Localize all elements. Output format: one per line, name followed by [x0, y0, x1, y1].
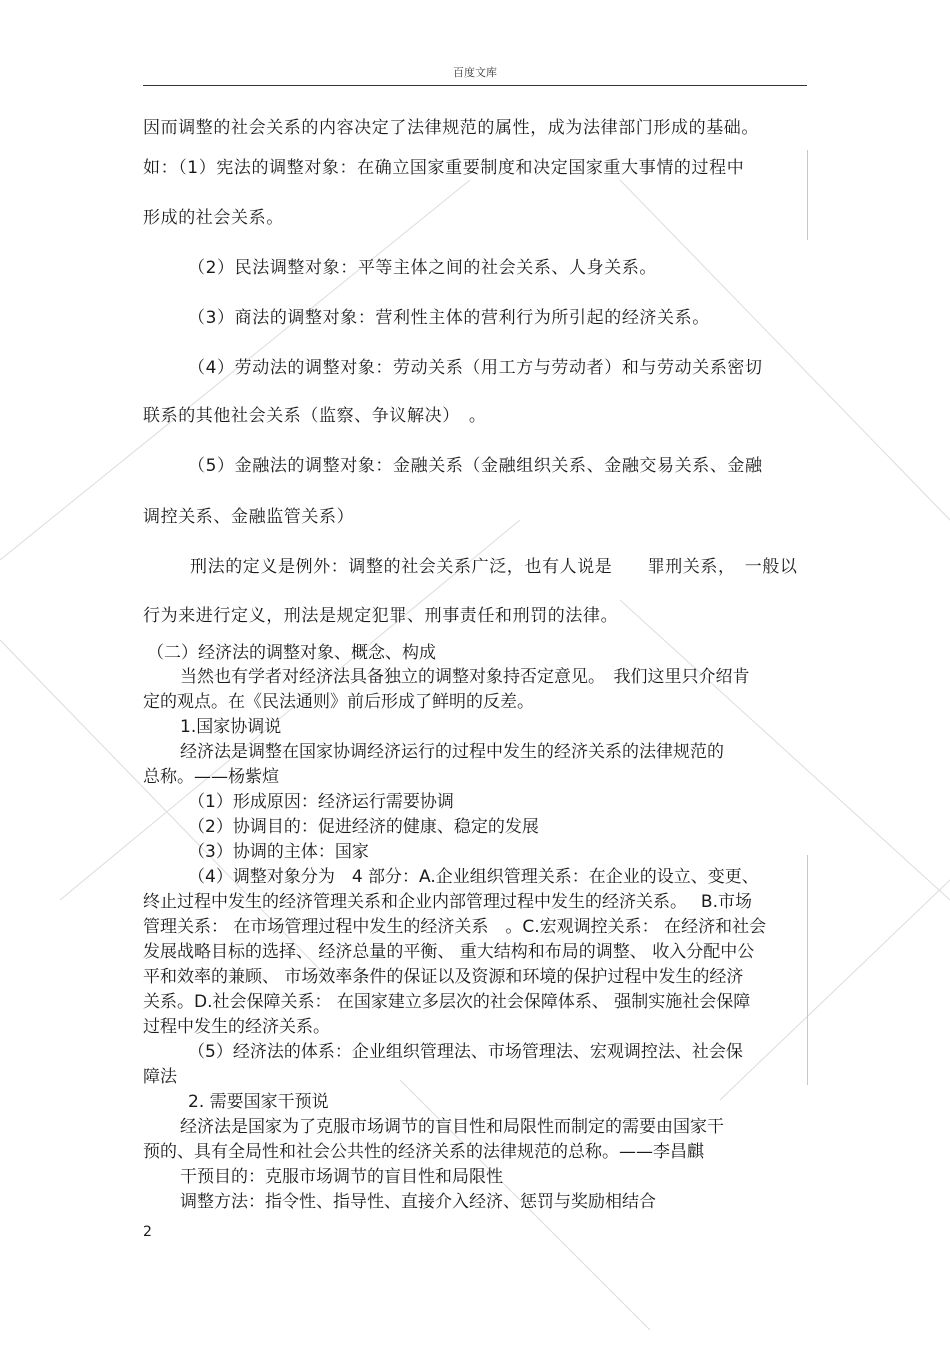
text-line: 定的观点。在《民法通则》前后形成了鲜明的反差。 — [143, 692, 534, 712]
text-line: 总称。——杨紫煊 — [143, 767, 279, 787]
text-line: （4）劳动法的调整对象：劳动关系（用工方与劳动者）和与劳动关系密切 — [188, 358, 763, 378]
text-line: 发展战略目标的选择、 经济总量的平衡、 重大结构和布局的调整、 收入分配中公 — [143, 942, 755, 962]
list-item: （2）协调目的：促进经济的健康、稳定的发展 — [188, 817, 539, 837]
list-item: （4）调整对象分为 4 部分：A.企业组织管理关系：在企业的设立、变更、 — [188, 867, 759, 887]
subsection-heading: 1.国家协调说 — [180, 717, 282, 737]
header-title: 百度文库 — [453, 66, 497, 79]
text-line: 行为来进行定义，刑法是规定犯罪、刑事责任和刑罚的法律。 — [143, 606, 619, 626]
text-line: （2）民法调整对象：平等主体之间的社会关系、人身关系。 — [188, 258, 658, 278]
text-line: 形成的社会关系。 — [143, 208, 284, 228]
text-line: 管理关系： 在市场管理过程中发生的经济关系 。C.宏观调控关系： 在经济和社会 — [143, 917, 767, 937]
text-line: 调整方法：指令性、指导性、直接介入经济、惩罚与奖励相结合 — [180, 1192, 656, 1212]
text-line: 调控关系、金融监管关系） — [143, 507, 355, 527]
text-line: 如：（1）宪法的调整对象：在确立国家重要制度和决定国家重大事情的过程中 — [143, 158, 745, 178]
text-line: 平和效率的兼顾、 市场效率条件的保证以及资源和环境的保护过程中发生的经济 — [143, 967, 744, 987]
text-line: 关系。D.社会保障关系： 在国家建立多层次的社会保障体系、 强制实施社会保障 — [143, 992, 751, 1012]
text-line: 过程中发生的经济关系。 — [143, 1017, 330, 1037]
page-number: 2 — [143, 1224, 152, 1240]
text-line: 当然也有学者对经济法具备独立的调整对象持否定意见。 我们这里只介绍肯 — [180, 667, 750, 687]
scan-margin-bar — [807, 855, 808, 1085]
list-item: （3）协调的主体：国家 — [188, 842, 369, 862]
subsection-heading: 2. 需要国家干预说 — [188, 1092, 329, 1112]
text-line: 联系的其他社会关系（监察、争议解决） 。 — [143, 406, 487, 426]
list-item: （1）形成原因：经济运行需要协调 — [188, 792, 454, 812]
page-header — [143, 64, 807, 86]
text-line: 经济法是国家为了克服市场调节的盲目性和局限性而制定的需要由国家干 — [180, 1117, 724, 1137]
list-item: （5）经济法的体系：企业组织管理法、市场管理法、宏观调控法、社会保 — [188, 1042, 743, 1062]
text-line: 障法 — [143, 1067, 177, 1087]
section-heading: （二）经济法的调整对象、概念、构成 — [147, 643, 436, 663]
text-line: （5）金融法的调整对象：金融关系（金融组织关系、金融交易关系、金融 — [188, 456, 763, 476]
text-line: 终止过程中发生的经济管理关系和企业内部管理过程中发生的经济关系。 B.市场 — [143, 892, 752, 912]
text-line: （3）商法的调整对象：营利性主体的营利行为所引起的经济关系。 — [188, 308, 710, 328]
text-line: 预的、具有全局性和社会公共性的经济关系的法律规范的总称。——李昌麒 — [143, 1142, 704, 1162]
scan-margin-bar — [807, 150, 808, 240]
text-line: 经济法是调整在国家协调经济运行的过程中发生的经济关系的法律规范的 — [180, 742, 724, 762]
text-line: 刑法的定义是例外：调整的社会关系广泛，也有人说是 罪刑关系， 一般以 — [190, 557, 798, 577]
text-line: 因而调整的社会关系的内容决定了法律规范的属性，成为法律部门形成的基础。 — [143, 118, 759, 138]
text-line: 干预目的：克服市场调节的盲目性和局限性 — [180, 1167, 503, 1187]
